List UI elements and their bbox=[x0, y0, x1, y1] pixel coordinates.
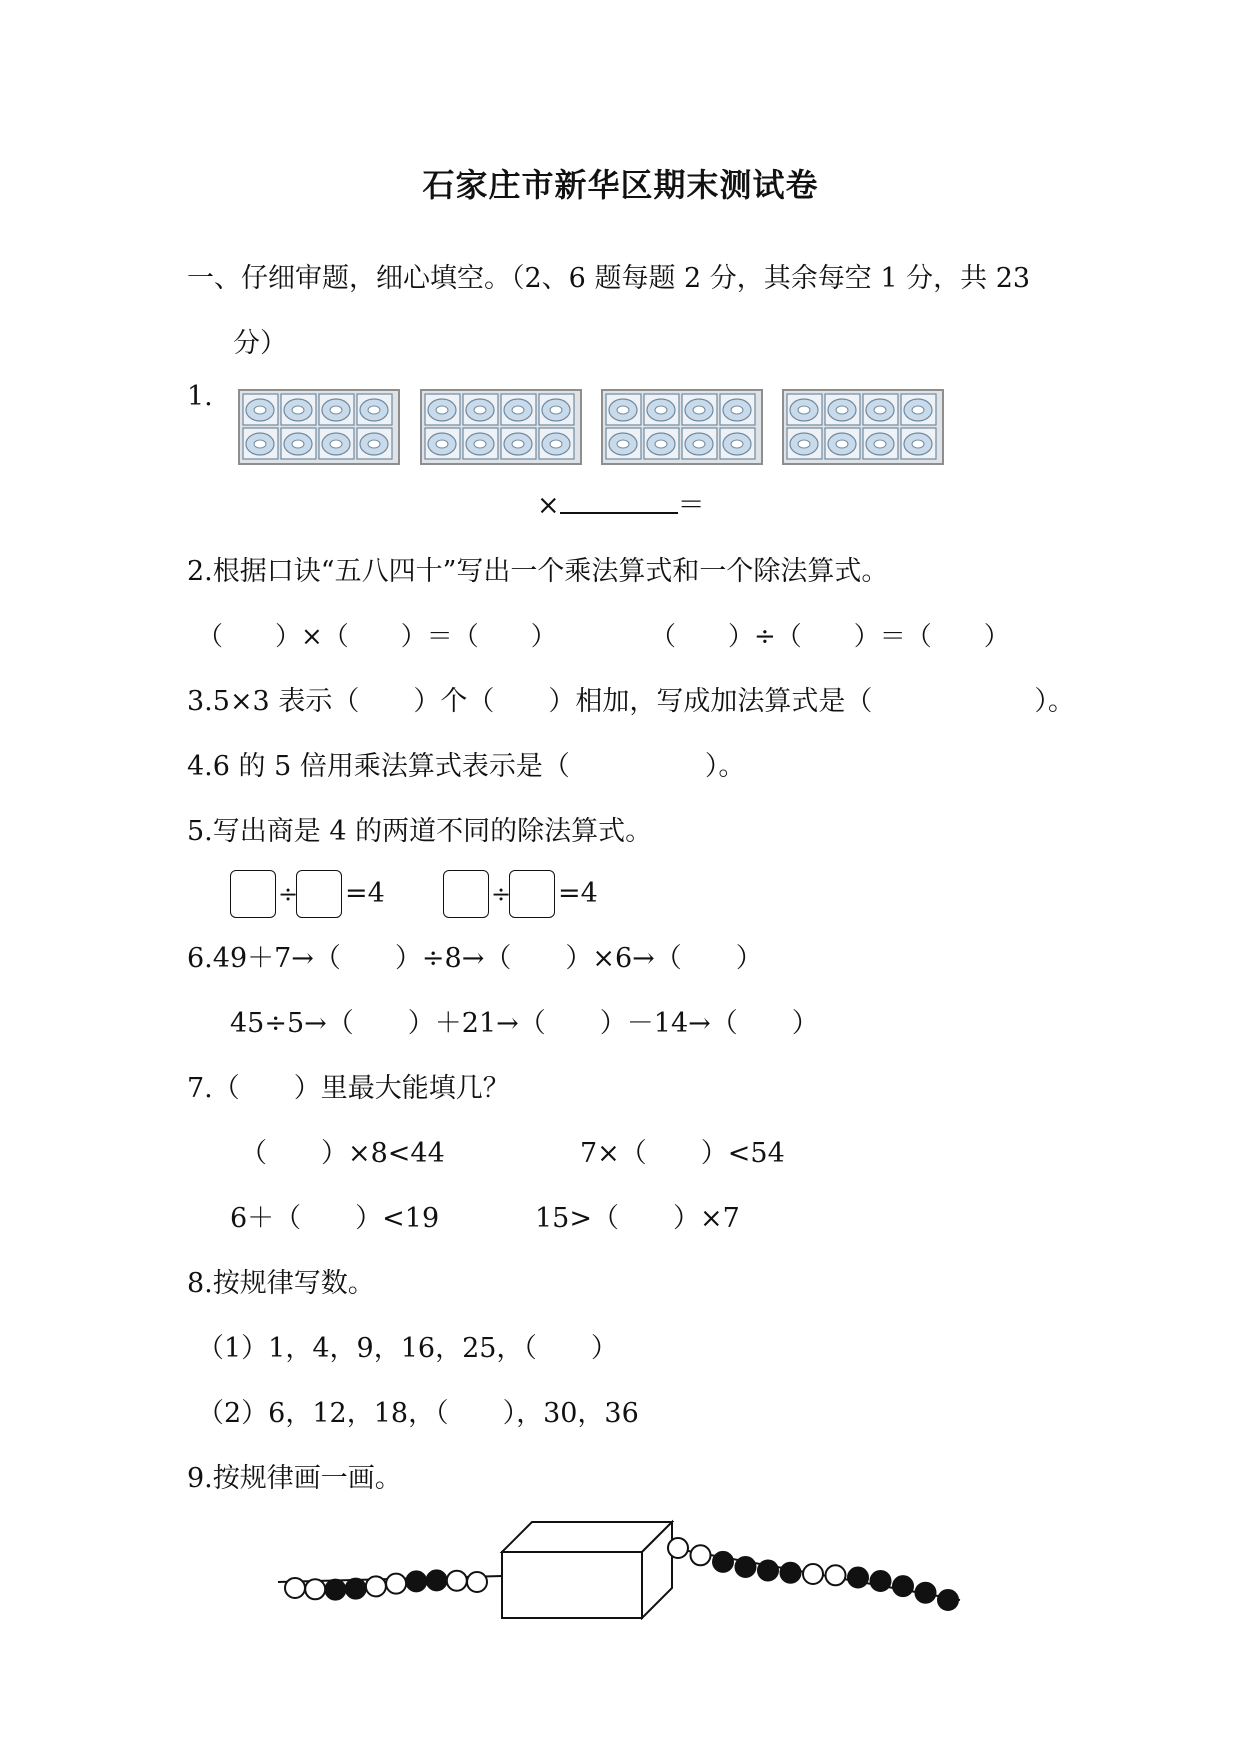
bead-white bbox=[447, 1571, 467, 1591]
bead-white bbox=[803, 1564, 823, 1584]
beads-right bbox=[668, 1538, 958, 1610]
question-7-c: 6＋（ ）<19 bbox=[230, 1203, 440, 1234]
question-7-d: 15>（ ）×7 bbox=[535, 1203, 740, 1234]
bead-black bbox=[325, 1580, 345, 1600]
bead-black bbox=[713, 1552, 733, 1572]
bead-white bbox=[467, 1572, 487, 1592]
question-6-chain-2: 45÷5→（ ）＋21→（ ）－14→（ ） bbox=[230, 1008, 819, 1039]
bead-white bbox=[668, 1538, 688, 1558]
question-9-prompt: 9.按规律画一画。 bbox=[187, 1463, 402, 1494]
donut-tray-1-image bbox=[240, 391, 398, 463]
answer-blank[interactable] bbox=[560, 490, 678, 514]
question-3: 3.5×3 表示（ ）个（ ）相加，写成加法算式是（ ）。 bbox=[187, 686, 1075, 717]
bead-white bbox=[386, 1574, 406, 1594]
question-6-chain-1: 6.49＋7→（ ）÷8→（ ）×6→（ ） bbox=[187, 943, 763, 974]
question-8-prompt: 8.按规律写数。 bbox=[187, 1268, 375, 1299]
donut-tray-3-image bbox=[603, 391, 761, 463]
donut-tray-2-image bbox=[422, 391, 580, 463]
dividend-box-1[interactable] bbox=[230, 870, 276, 918]
dividend-box-2[interactable] bbox=[443, 870, 489, 918]
bead-black bbox=[781, 1563, 801, 1583]
question-2-multiplication[interactable]: （ ）×（ ）＝（ ） bbox=[197, 622, 557, 652]
question-1-equation bbox=[537, 489, 705, 523]
bead-black bbox=[427, 1570, 447, 1590]
divisor-box-1[interactable] bbox=[296, 870, 342, 918]
bead-black bbox=[871, 1571, 891, 1591]
bead-black bbox=[346, 1579, 366, 1599]
donut-tray-4-image bbox=[784, 391, 942, 463]
bead-black bbox=[406, 1571, 426, 1591]
donut-tray-1 bbox=[238, 389, 400, 465]
bead-black bbox=[893, 1576, 913, 1596]
donut-tray-4 bbox=[782, 389, 944, 465]
question-7-prompt: 7.（ ）里最大能填几？ bbox=[187, 1073, 510, 1104]
question-1-number: 1. bbox=[187, 381, 213, 412]
bead-white bbox=[366, 1576, 386, 1596]
question-2-prompt: 2.根据口诀“五八四十”写出一个乘法算式和一个除法算式。 bbox=[187, 556, 889, 587]
bead-white bbox=[826, 1565, 846, 1585]
times-sign: × bbox=[537, 490, 560, 521]
question-2-division[interactable]: （ ）÷（ ）＝（ ） bbox=[650, 622, 1010, 652]
question-5-prompt: 5.写出商是 4 的两道不同的除法算式。 bbox=[187, 816, 653, 847]
bead-black bbox=[736, 1557, 756, 1577]
question-7-a: （ ）×8<44 bbox=[240, 1138, 445, 1169]
bead-white bbox=[691, 1545, 711, 1565]
result-2: =4 bbox=[558, 878, 598, 909]
bead-white bbox=[305, 1579, 325, 1599]
donut-tray-3 bbox=[601, 389, 763, 465]
section-heading: 一、仔细审题，细心填空。（2、6 题每题 2 分，其余每空 1 分，共 23 bbox=[187, 263, 1031, 294]
bead-pattern-figure bbox=[0, 1500, 1241, 1620]
bead-black bbox=[848, 1568, 868, 1588]
beads-left bbox=[285, 1570, 487, 1599]
result-1: =4 bbox=[345, 878, 385, 909]
question-7-b: 7×（ ）<54 bbox=[580, 1138, 785, 1169]
bead-black bbox=[938, 1590, 958, 1610]
covering-box bbox=[502, 1522, 672, 1618]
question-8-sequence-2: （2）6，12，18，（ ），30，36 bbox=[197, 1398, 639, 1429]
donut-tray-2 bbox=[420, 389, 582, 465]
bead-black bbox=[758, 1561, 778, 1581]
division-sign-2: ÷ bbox=[491, 880, 512, 908]
bead-black bbox=[916, 1583, 936, 1603]
question-8-sequence-1: （1）1，4，9，16，25，（ ） bbox=[197, 1333, 618, 1364]
question-4: 4.6 的 5 倍用乘法算式表示是（ ）。 bbox=[187, 751, 746, 782]
section-heading-continued: 分） bbox=[233, 328, 287, 359]
division-sign-1: ÷ bbox=[278, 880, 299, 908]
page-title: 石家庄市新华区期末测试卷 bbox=[422, 166, 819, 204]
equals-sign: ＝ bbox=[677, 490, 705, 521]
bead-white bbox=[285, 1578, 305, 1598]
divisor-box-2[interactable] bbox=[509, 870, 555, 918]
